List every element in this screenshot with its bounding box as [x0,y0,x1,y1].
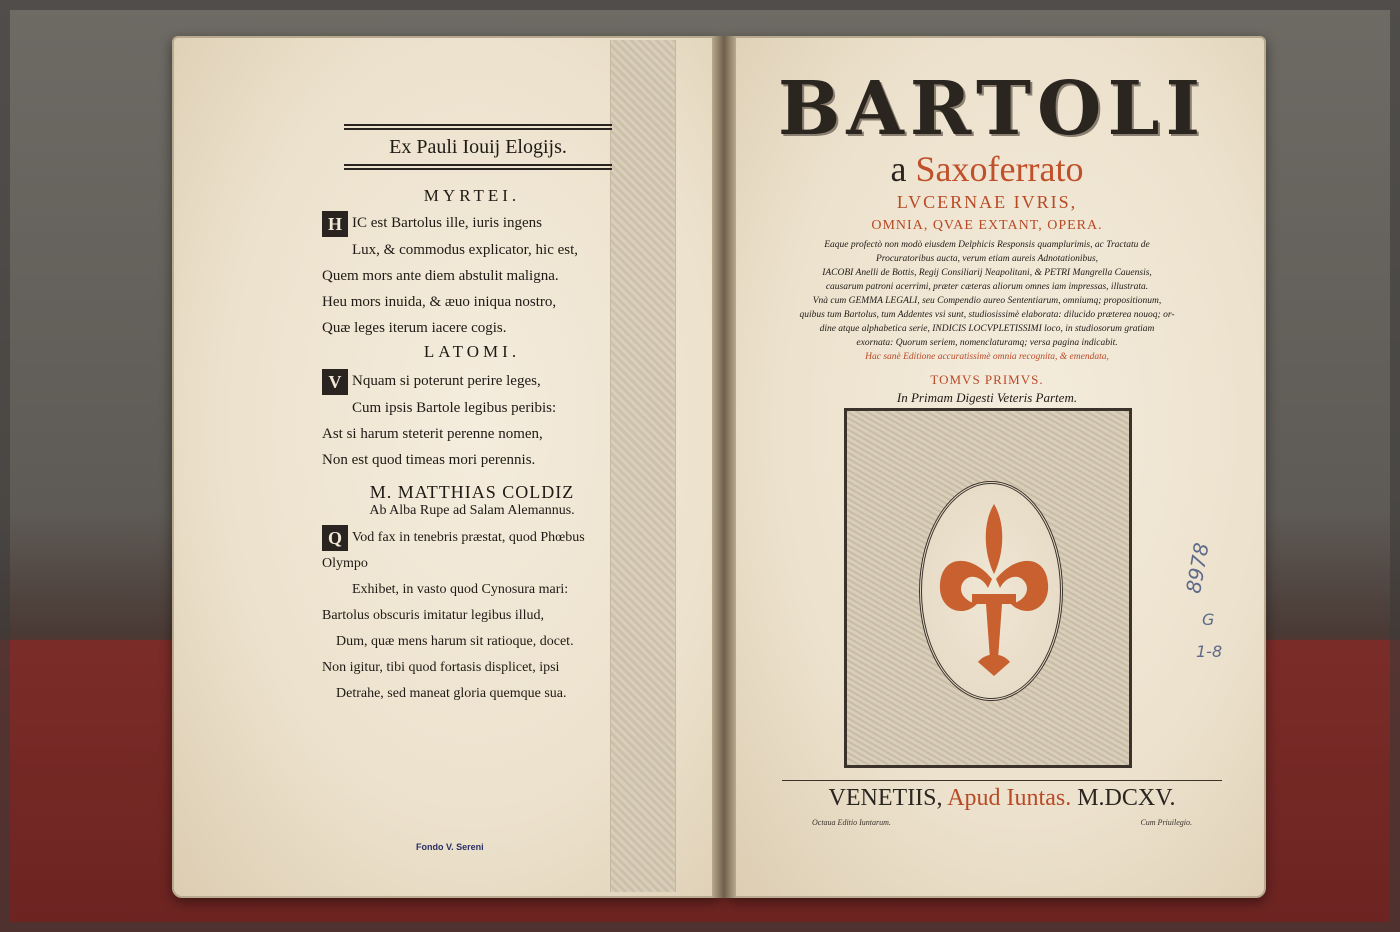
pencil-shelf-letter: G [1202,610,1215,629]
title-line-omnia: OMNIA, QVAE EXTANT, OPERA. [871,218,1103,233]
verse-line: Dum, quæ mens harum sit ratioque, docet. [336,634,574,650]
section-coldiz [322,482,622,707]
verse-block [322,525,622,707]
verse-line: Q Vod fax in tenebris præstat, quod Phœbus Olympo [322,525,622,577]
title-body-text: Eaque profectò non modò eiusdem Delphicis Responsis quamplurimis, ac Tractatu de Procuratoribus aucta, verum etiam aureis Adnotationibus, IACOBI Anelli de Bottis, Regij Consiliarij Neapolitani, & PETRI Mangrella Cauensis, causarum patroni acerrimi, præter cæteras aliorum omnes iam impressas, illustrata. Vnà cum GEMMA LEGALI, seu Compendio aureo Sententiarum, omniumq; propositionum, quibus tum Bartolus, tum Addentes vsi sunt, studiosissimè elaborata: dilucido præterea nouoq; or- dine atque alphabetica serie, INDICIS LOCVPLETISSIMI loco, in studiosorum gratiam exornata: Quorum seriem, nomenclaturamq; versa pagina indicabit. Hac sanè Editione accuratissimè omnia recognita, & emendata, [799,240,1175,362]
volume-part: In Primam Digesti Veteris Partem. [896,390,1078,405]
title-line-lucernae: LVCERNAE IVRIS, [896,192,1078,212]
verse-line: Non est quod timeas mori perennis. [322,451,536,468]
verse-block [322,210,622,341]
drop-cap: V [322,369,348,395]
verse-line: Cum ipsis Bartole legibus peribis: [352,399,557,416]
pencil-number: 8978 [1181,540,1214,596]
book-gutter [712,36,736,898]
verse-line: V Nquam si poterunt perire leges, [322,368,622,395]
verse-line: Heu mors inuida, & æuo iniqua nostro, [322,293,557,310]
oval-cartouche [919,481,1063,701]
pencil-shelf-number: 1-8 [1196,642,1223,661]
imprint-line: VENETIIS, Apud Iuntas. M.DCXV. [782,780,1222,812]
open-book [172,36,1268,902]
library-stamp: Fondo V. Sereni [416,842,484,852]
verse-line: Bartolus obscuris imitatur legibus illud, [322,608,545,624]
tomus-label: TOMVS PRIMVS. [930,372,1044,387]
section-latomi [322,342,622,473]
fleur-de-lis-icon [922,484,1066,704]
imprint-subline: Octaua Editio Iuntarum. Cum Priuilegio. [812,818,1192,827]
verse-line: Exhibet, in vasto quod Cynosura mari: [352,582,569,598]
section-subheading: Ab Alba Rupe ad Salam Alemannus. [369,503,575,518]
drop-cap: Q [322,525,348,551]
section-myrtei [322,186,622,341]
book-subtitle: a Saxoferrato [890,149,1084,189]
section-heading: M. MATTHIAS COLDIZ [369,482,575,502]
book-title: BARTOLI [777,66,1207,152]
verse-line: Quæ leges iterum iacere cogis. [322,319,507,336]
section-heading: LATOMI. [423,342,521,361]
verse-block [322,368,622,473]
elogium-header: Ex Pauli Iouij Elogijs. [344,124,612,170]
drop-cap: H [322,211,348,237]
verse-line: Detrahe, sed maneat gloria quemque sua. [336,686,567,702]
verse-line: Ast si harum steterit perenne nomen, [322,425,543,442]
verse-line: Quem mors ante diem abstulit maligna. [322,267,559,284]
verse-line: Lux, & commodus explicator, hic est, [352,241,579,258]
section-heading: MYRTEI. [423,186,521,205]
verse-line: H IC est Bartolus ille, iuris ingens [322,210,622,237]
engraved-frontispiece [844,408,1132,768]
verse-line: Non igitur, tibi quod fortasis displicet, ipsi [322,660,560,676]
